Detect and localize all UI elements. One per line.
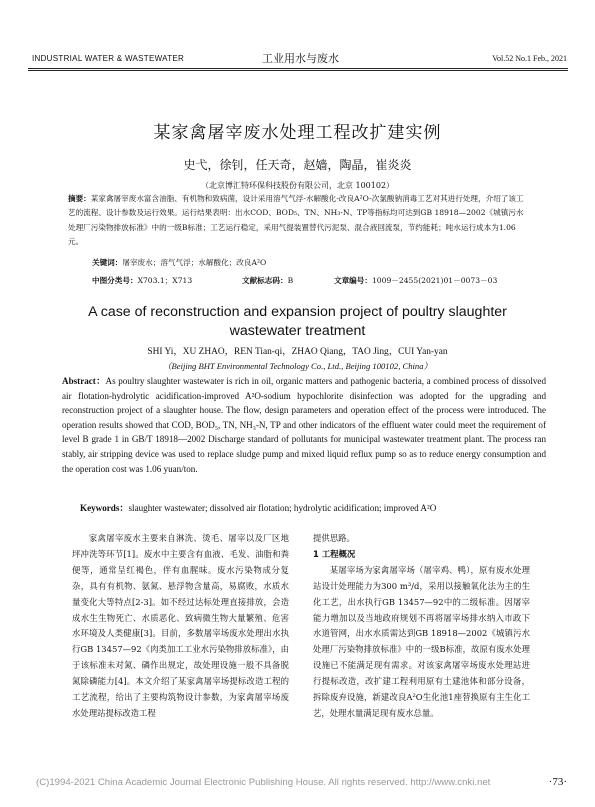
doc-code-label: 文献标志码： xyxy=(242,276,288,285)
header-rule xyxy=(28,68,568,69)
keywords-cn-text: 屠宰废水；溶气气浮；水解酸化；改良A²O xyxy=(122,258,267,267)
keywords-en xyxy=(80,501,436,514)
header-rule-2 xyxy=(28,70,568,71)
journal-name-en: INDUSTRIAL WATER & WASTEWATER xyxy=(32,54,185,63)
abstract-cn-label: 摘要： xyxy=(68,194,91,203)
article-id-label: 文章编号： xyxy=(334,276,372,285)
abstract-cn xyxy=(68,192,530,250)
abstract-en xyxy=(62,374,546,476)
authors-cn: 史弋，徐钊，任天奇，赵嫱，陶晶，崔炎炎 xyxy=(183,158,412,172)
doc-code-value: B xyxy=(287,276,294,285)
journal-name-cn: 工业用水与废水 xyxy=(262,52,339,65)
abstract-en-text: As poultry slaughter wastewater is rich in oil, organic matters and pathogenic bacteria, a combined process of dissolved air flotation-hydrolytic acidification-improved A²O-sodium hypochlorite disinfection was adopted for the upgrading and reconstruction project of a slaughter house. The flow, design parameters and operation effect of the process were introduced. The operation results showed that COD, BOD₅, TN, NH₃-N, TP and other indicators of the effluent water could meet the requirement of level B grade 1 in GB/T 18918—2002 Discharge standard of pollutants for municipal wastewater treatment plant. The process ran stably, air stripping device was used to replace sludge pump and mixed liquid reflux pump so as to reduce energy consumption and the operation cost was 1.06 yuan/ton. xyxy=(62,376,546,474)
keywords-cn-label: 关键词： xyxy=(92,258,123,267)
section-heading: 1 工程概况 xyxy=(313,548,356,559)
clc-value: X703.1；X713 xyxy=(137,276,193,285)
copyright-footer: (C)1994-2021 China Academic Journal Electronic Publishing House. All rights reserved. http://www.cnki.net xyxy=(36,777,491,788)
title-cn: 某家禽屠宰废水处理工程改扩建实例 xyxy=(153,123,442,143)
body-right-intro: 提供思路。 xyxy=(313,533,355,543)
page-number: ·73· xyxy=(548,776,567,788)
classification-cn xyxy=(92,275,497,286)
body-right-text: 某屠宰场为家禽屠宰场（屠宰鸡、鸭），原有废水处理站设计处理能力为300 m³/d，采用以接触氧化法为主的生化工艺，出水执行GB 13457—92中的二级标准。因屠宰能力增加以及当地政府规划不再将屠宰场排水纳入市政下水道管网，出水水质需达到GB 18918—2002《城镇污水处理厂污染物排放标准》中的一级B标准，故原有废水处理设施已不能满足现有需求。对该家禽屠宰场废水处理站进行提标改造，改扩建工程利用原有土建池体和部分设备，拆除废弃设施，新建改良A²O生化池1座替换原有主生化工艺，处理水量满足现有废水总量。 xyxy=(313,564,530,718)
abstract-cn-text: 某家禽屠宰废水富含油脂、有机物和致病菌，设计采用溶气气浮-水解酸化-改良A²O-次氯酸钠消毒工艺对其进行处理，介绍了该工艺的流程、设计参数及运行效果。运行结果表明：出水COD、BOD₅、TN、NH₃-N、TP等指标均可达到GB 18918—2002《城镇污水处理厂污染物排放标准》中的一级B标准；工艺运行稳定，采用气提装置替代污泥泵、混合液回流泵，节约能耗；吨水运行成本为1.06元。 xyxy=(68,194,524,247)
body-left-column: 家禽屠宰废水主要来自淋洗、烫毛、屠宰以及厂区地坪冲洗等环节[1]。废水中主要含有血液、毛发、油脂和粪便等，通常呈红褐色，伴有血腥味。废水污染物成分复杂，具有有机物、氨氮、悬浮物含量高，易腐败，水质水量变化大等特点[2-3]。如不经过达标处理直接排放，会造成水生生物死亡、水质恶化、致病微生物大量繁殖、危害水环境及人类健康[3]。目前，多数屠宰场废水处理出水执行GB 13457—92《肉类加工工业水污染物排放标准》，由于该标准未对氮、磷作出规定，故处理设施一般不具备脱氮除磷能力[4]。本文介绍了某家禽屠宰场提标改造工程的工艺流程，给出了主要构筑物设计参数，为家禽屠宰场废水处理站提标改造工程 xyxy=(72,533,289,718)
keywords-en-label: Keywords： xyxy=(80,503,129,513)
affiliation-cn: （北京博汇特环保科技股份有限公司，北京 100102） xyxy=(200,181,395,190)
issue-info: Vol.52 No.1 Feb., 2021 xyxy=(492,54,567,63)
keywords-cn xyxy=(92,257,266,268)
abstract-en-label: Abstract： xyxy=(62,376,106,386)
title-en: A case of reconstruction and expansion project of poultry slaughter wastewater treatment xyxy=(88,304,507,339)
affiliation-en: （Beijing BHT Environmental Technology Co., Ltd., Beijing 100102, China） xyxy=(162,361,433,371)
article-id-value: 1009－2455(2021)01－0073－03 xyxy=(371,276,498,285)
keywords-en-text: slaughter wastewater; dissolved air flotation; hydrolytic acidification; improved A²O xyxy=(128,503,437,513)
authors-en: SHI Yi，XU ZHAO，REN Tian-qi，ZHAO Qiang，TAO Jing，CUI Yan-yan xyxy=(147,347,448,357)
clc-label: 中图分类号： xyxy=(92,276,138,285)
body-right-column xyxy=(313,531,530,722)
